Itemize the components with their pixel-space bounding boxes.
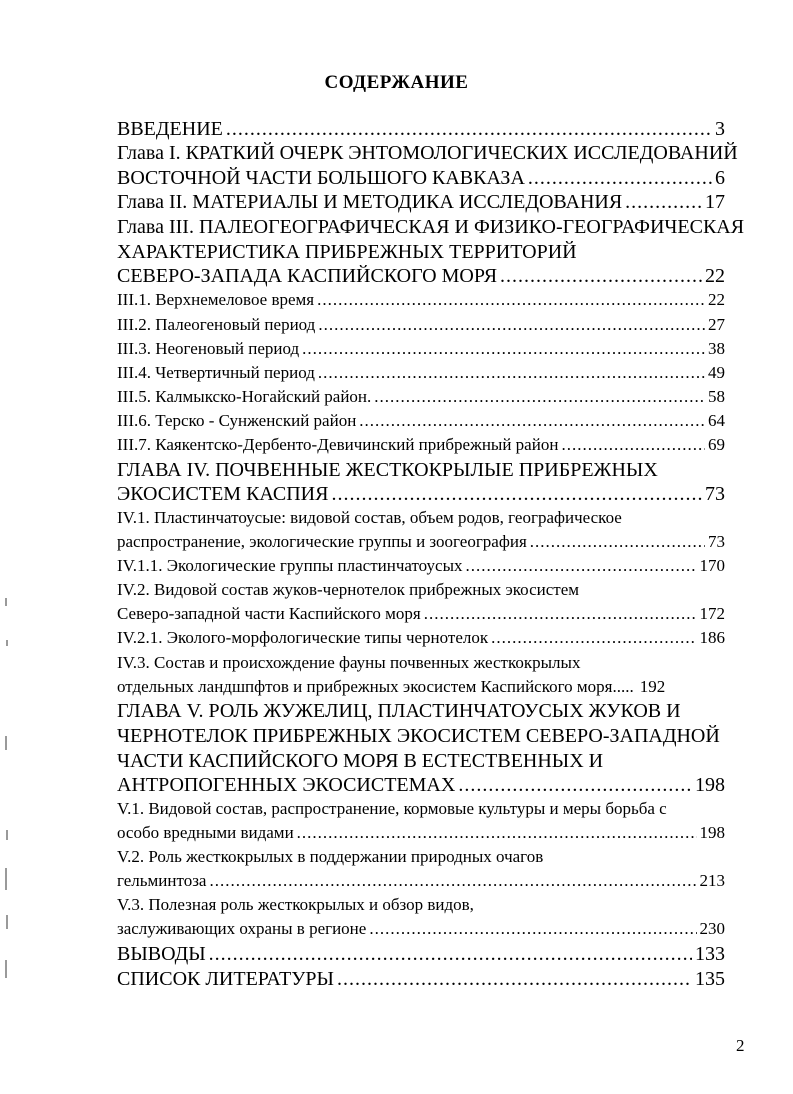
dot-leader — [528, 167, 712, 190]
dot-leader — [500, 265, 702, 288]
toc-entry[interactable] — [117, 628, 725, 648]
toc-page-number: 213 — [699, 871, 725, 890]
dot-leader — [466, 556, 697, 576]
toc-page-number: 73 — [705, 483, 725, 505]
toc-entry-line: Глава III. ПАЛЕОГЕОГРАФИЧЕСКАЯ И ФИЗИКО-ГЕОГРАФИЧЕСКАЯ — [117, 216, 745, 238]
toc-entry-title: IV.2.1. Эколого-морфологические типы чернотелок — [117, 628, 489, 647]
toc-entry-title: ВОСТОЧНОЙ ЧАСТИ БОЛЬШОГО КАВКАЗА — [117, 167, 525, 189]
dot-leader — [424, 604, 697, 624]
toc-entry[interactable] — [117, 604, 725, 624]
toc-page-number: 73 — [708, 532, 725, 551]
dot-leader — [491, 628, 696, 648]
toc-entry-title: ЭКОСИСТЕМ КАСПИЯ — [117, 483, 329, 505]
toc-entry-title: III.1. Верхнемеловое время — [117, 290, 315, 309]
toc-entry-title: ВВЕДЕНИЕ — [117, 118, 223, 140]
dot-leader — [209, 871, 696, 891]
toc-page-number: 69 — [708, 435, 725, 454]
dot-leader — [302, 339, 705, 359]
scan-mark — [6, 830, 8, 840]
toc-page-number: 49 — [708, 363, 725, 382]
toc-entry[interactable] — [117, 363, 725, 383]
toc-entry[interactable] — [117, 167, 725, 190]
scan-mark — [6, 640, 8, 646]
scan-mark — [6, 915, 8, 929]
toc-entry-title: III.3. Неогеновый период — [117, 339, 300, 358]
scan-mark — [5, 598, 7, 606]
toc-entry[interactable] — [117, 871, 725, 891]
toc-entry[interactable] — [117, 483, 725, 506]
toc-page-number: 135 — [695, 968, 725, 990]
toc-entry[interactable] — [117, 290, 725, 310]
toc-entry-line: ЧАСТИ КАСПИЙСКОГО МОРЯ В ЕСТЕСТВЕННЫХ И — [117, 750, 604, 772]
toc-page-number: 133 — [695, 943, 725, 965]
toc-page-number: 27 — [708, 315, 725, 334]
toc-entry-title: III.6. Терско - Сунженский район — [117, 411, 357, 430]
toc-entry-title: ВЫВОДЫ — [117, 943, 206, 965]
toc-entry-line: V.2. Роль жесткокрылых в поддержании природных очагов — [117, 847, 544, 866]
dot-leader — [331, 483, 702, 506]
toc-page-number: 198 — [695, 774, 725, 796]
dot-leader — [530, 532, 705, 552]
toc-entry-line: V.1. Видовой состав, распространение, кормовые культуры и меры борьба с — [117, 799, 667, 818]
toc-page-number: 58 — [708, 387, 725, 406]
toc-entry[interactable] — [117, 387, 725, 407]
dot-leader — [337, 968, 692, 991]
toc-page-number: 38 — [708, 339, 725, 358]
toc-entry-title: III.2. Палеогеновый период — [117, 315, 316, 334]
toc-entry-line: Глава I. КРАТКИЙ ОЧЕРК ЭНТОМОЛОГИЧЕСКИХ ИССЛЕДОВАНИЙ — [117, 142, 738, 164]
toc-entry-line: ХАРАКТЕРИСТИКА ПРИБРЕЖНЫХ ТЕРРИТОРИЙ — [117, 241, 577, 263]
dot-leader — [318, 315, 705, 335]
toc-page-number: 64 — [708, 411, 725, 430]
dot-leader — [318, 363, 705, 383]
toc-entry-line: ЧЕРНОТЕЛОК ПРИБРЕЖНЫХ ЭКОСИСТЕМ СЕВЕРО-ЗАПАДНОЙ — [117, 725, 720, 747]
dot-leader — [458, 774, 692, 797]
dot-leader — [374, 387, 705, 407]
toc-entry-line: ГЛАВА V. РОЛЬ ЖУЖЕЛИЦ, ПЛАСТИНЧАТОУСЫХ ЖУКОВ И — [117, 700, 681, 722]
toc-entry[interactable] — [117, 774, 725, 797]
toc-entry-title: гельминтоза — [117, 871, 207, 890]
toc-page-number: 230 — [699, 919, 725, 938]
toc-entry-line: IV.2. Видовой состав жуков-чернотелок прибрежных экосистем — [117, 580, 580, 599]
dot-leader — [226, 118, 712, 141]
toc-page-number: 6 — [715, 167, 725, 189]
toc-page-number: 22 — [705, 265, 725, 287]
toc-entry[interactable] — [117, 435, 725, 455]
dot-leader — [369, 919, 696, 939]
toc-page-number: 198 — [699, 823, 725, 842]
toc-entry-line: IV.3. Состав и происхождение фауны почвенных жесткокрылых — [117, 653, 581, 672]
scan-mark — [5, 736, 7, 750]
toc-entry[interactable] — [117, 943, 725, 966]
toc-entry[interactable] — [117, 677, 725, 697]
toc-entry-title: Северо-западной части Каспийского моря — [117, 604, 421, 623]
toc-entry[interactable] — [117, 823, 725, 843]
toc-entry-title: Глава II. МАТЕРИАЛЫ И МЕТОДИКА ИССЛЕДОВАНИЯ — [117, 191, 623, 213]
toc-entry[interactable] — [117, 411, 725, 431]
dot-leader — [625, 191, 702, 214]
page-title: СОДЕРЖАНИЕ — [324, 72, 469, 93]
toc-page-number: 22 — [708, 290, 725, 309]
toc-entry-title: особо вредными видами — [117, 823, 294, 842]
scan-mark — [5, 960, 7, 978]
toc-entry[interactable] — [117, 339, 725, 359]
toc-entry[interactable] — [117, 315, 725, 335]
toc-entry-title: III.4. Четвертичный период — [117, 363, 315, 382]
dot-leader — [209, 943, 692, 966]
toc-entry-title: АНТРОПОГЕННЫХ ЭКОСИСТЕМАХ — [117, 774, 456, 796]
toc-entry[interactable] — [117, 265, 725, 288]
toc-entry[interactable] — [117, 118, 725, 141]
toc-entry[interactable] — [117, 532, 725, 552]
toc-entry-line: IV.1. Пластинчатоусые: видовой состав, объем родов, географическое — [117, 508, 622, 527]
toc-entry-title: III.7. Каякентско-Дербенто-Девичинский прибрежный район — [117, 435, 559, 454]
toc-page-number: 170 — [699, 556, 725, 575]
toc-page-number: 192 — [639, 677, 666, 696]
toc-entry[interactable] — [117, 556, 725, 576]
page-number: 2 — [736, 1036, 745, 1055]
toc-page-number: 186 — [699, 628, 725, 647]
toc-entry-title: распространение, экологические группы и зоогеография — [117, 532, 527, 551]
toc-entry-line: V.3. Полезная роль жесткокрылых и обзор видов, — [117, 895, 474, 914]
dot-leader — [317, 290, 705, 310]
scan-mark — [5, 868, 7, 890]
toc-entry-title: СЕВЕРО-ЗАПАДА КАСПИЙСКОГО МОРЯ — [117, 265, 498, 287]
toc-entry[interactable] — [117, 968, 725, 991]
toc-entry-title: СПИСОК ЛИТЕРАТУРЫ — [117, 968, 334, 990]
toc-page-number: 172 — [699, 604, 725, 623]
toc-entry-title: отдельных ландшпфтов и прибрежных экосистем Каспийского моря..... — [117, 677, 634, 696]
dot-leader — [561, 435, 705, 455]
dot-leader — [359, 411, 705, 431]
toc-page-number: 17 — [705, 191, 725, 213]
dot-leader — [297, 823, 697, 843]
toc-entry-title: IV.1.1. Экологические группы пластинчатоусых — [117, 556, 463, 575]
toc-entry-title: заслуживающих охраны в регионе — [117, 919, 367, 938]
toc-entry-line: ГЛАВА IV. ПОЧВЕННЫЕ ЖЕСТКОКРЫЛЫЕ ПРИБРЕЖНЫХ — [117, 459, 658, 481]
toc-entry[interactable] — [117, 191, 725, 214]
toc-entry-title: III.5. Калмыкско-Ногайский район. — [117, 387, 372, 406]
toc-entry[interactable] — [117, 919, 725, 939]
toc-page-number: 3 — [715, 118, 725, 140]
